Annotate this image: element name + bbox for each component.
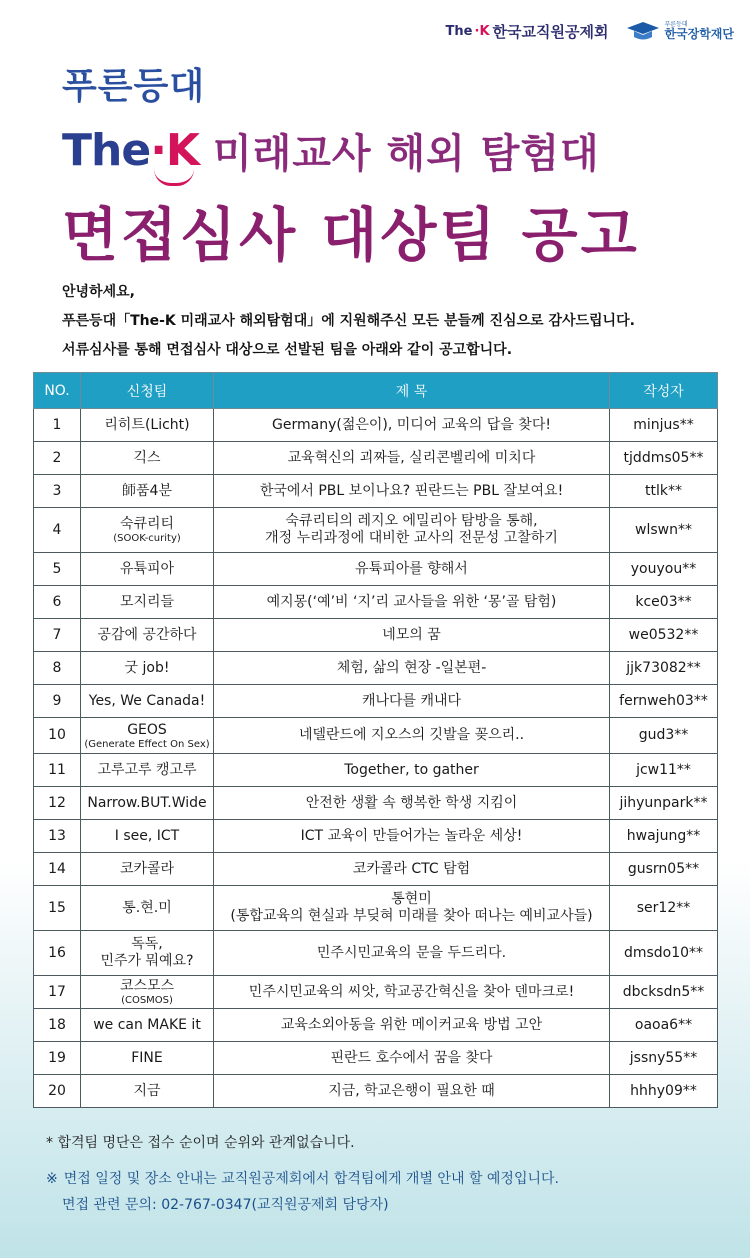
cell-no-text: 1 bbox=[52, 416, 62, 433]
cell-no bbox=[34, 652, 81, 685]
cell-no-text: 7 bbox=[52, 626, 62, 643]
cell-title bbox=[214, 508, 610, 553]
cell-title-text: ICT 교육이 만들어가는 놀라운 세상! bbox=[300, 827, 523, 844]
cell-no-text: 10 bbox=[48, 727, 66, 743]
cell-author-text: oaoa6** bbox=[634, 1016, 693, 1033]
cell-title-text: 한국에서 PBL 보이나요? 핀란드는 PBL 잘보여요! bbox=[259, 482, 564, 499]
cell-no-text: 17 bbox=[48, 983, 66, 1000]
team-table bbox=[33, 372, 718, 1108]
brand-k: K bbox=[165, 125, 200, 176]
cell-title-text: 네델란드에 지오스의 깃발을 꽂으리.. bbox=[298, 727, 525, 743]
cell-no bbox=[34, 853, 81, 886]
title-line2 bbox=[62, 122, 600, 179]
cell-author-text: tjddms05** bbox=[623, 449, 704, 466]
cell-author bbox=[610, 820, 718, 853]
table-row bbox=[34, 976, 718, 1009]
cell-team-text: we can MAKE it bbox=[93, 1016, 201, 1033]
cell-title bbox=[214, 931, 610, 976]
cell-team-text: I see, ICT bbox=[114, 827, 180, 844]
the-k-logo bbox=[446, 21, 609, 42]
cell-team bbox=[81, 652, 214, 685]
cell-author bbox=[610, 586, 718, 619]
cell-team bbox=[81, 718, 214, 754]
note-order: * 합격팀 명단은 접수 순이며 순위와 관계없습니다. bbox=[46, 1135, 355, 1151]
cell-author-text: we0532** bbox=[628, 626, 699, 643]
cell-team-subtext: (COSMOS) bbox=[121, 995, 173, 1006]
cell-author-text: minjus** bbox=[633, 416, 694, 433]
cell-team bbox=[81, 1075, 214, 1108]
header-title: 제 목 bbox=[214, 373, 610, 409]
cell-author-text: gud3** bbox=[638, 727, 689, 743]
table-row bbox=[34, 1042, 718, 1075]
cell-title-text: 체험, 삶의 현장 -일본편- bbox=[336, 659, 487, 676]
cell-title bbox=[214, 652, 610, 685]
cell-team bbox=[81, 685, 214, 718]
cell-title bbox=[214, 553, 610, 586]
cell-team bbox=[81, 553, 214, 586]
note-interview-text: 면접 일정 및 장소 안내는 교직원공제회에서 합격팀에게 개별 안내 할 예정입니다. bbox=[63, 1171, 559, 1187]
table-row bbox=[34, 475, 718, 508]
cell-team-text: 모지리들 bbox=[119, 593, 175, 610]
cell-no bbox=[34, 886, 81, 931]
brand-dot: · bbox=[150, 125, 166, 176]
cell-title bbox=[214, 619, 610, 652]
cell-no bbox=[34, 685, 81, 718]
note-contact: 면접 관련 문의: 02-767-0347(교직원공제회 담당자) bbox=[62, 1197, 389, 1213]
cell-title bbox=[214, 475, 610, 508]
cell-team-text: 통.현.미 bbox=[122, 899, 172, 916]
cell-title bbox=[214, 853, 610, 886]
cell-title-text: 통현미 bbox=[391, 891, 432, 907]
cell-title bbox=[214, 442, 610, 475]
cell-title-subtext: 개정 누리과정에 대비한 교사의 전문성 고찰하기 bbox=[265, 530, 558, 546]
cell-author-text: dmsdo10** bbox=[623, 944, 704, 961]
title-line2-text: 미래교사 해외 탐험대 bbox=[213, 131, 600, 177]
cell-no-text: 11 bbox=[48, 761, 66, 778]
cell-no-text: 12 bbox=[48, 794, 66, 811]
cell-title-text: 캐나다를 캐내다 bbox=[361, 692, 462, 709]
kosaf-logo bbox=[626, 20, 734, 42]
cell-no bbox=[34, 1042, 81, 1075]
cell-title-text: 교육소외아동을 위한 메이커교육 방법 고안 bbox=[280, 1016, 543, 1033]
cell-no-text: 6 bbox=[52, 593, 62, 610]
cell-no-text: 18 bbox=[48, 1016, 66, 1033]
header-author: 작성자 bbox=[610, 373, 718, 409]
cell-team bbox=[81, 475, 214, 508]
table-row bbox=[34, 820, 718, 853]
cell-author-text: jcw11** bbox=[636, 761, 691, 778]
cell-team bbox=[81, 787, 214, 820]
cell-author-text: gusrn05** bbox=[627, 860, 700, 877]
cell-author-text: wlswn** bbox=[635, 521, 692, 538]
cell-title bbox=[214, 754, 610, 787]
cell-title bbox=[214, 586, 610, 619]
cell-team bbox=[81, 754, 214, 787]
cell-no-text: 5 bbox=[52, 560, 62, 577]
page-title: 면접심사 대상팀 공고 bbox=[62, 201, 640, 269]
cell-team-text: 코카콜라 bbox=[119, 860, 175, 877]
cell-team-text: Yes, We Canada! bbox=[88, 692, 206, 709]
cell-no bbox=[34, 442, 81, 475]
intro-line3: 서류심사를 통해 면접심사 대상으로 선발된 팀을 아래와 같이 공고합니다. bbox=[62, 342, 513, 358]
cell-author bbox=[610, 442, 718, 475]
cell-title-text: 민주시민교육의 씨앗, 학교공간혁신을 찾아 덴마크로! bbox=[248, 983, 575, 1000]
cell-no-text: 8 bbox=[52, 659, 62, 676]
kosaf-name: 한국장학재단 bbox=[664, 27, 734, 41]
brand-the: The bbox=[62, 125, 151, 176]
cell-no-text: 3 bbox=[52, 482, 62, 499]
cell-team bbox=[81, 619, 214, 652]
cell-team-text: 師품4분 bbox=[122, 482, 172, 499]
cell-author bbox=[610, 508, 718, 553]
intro-text bbox=[62, 278, 635, 365]
logo-k-the: The bbox=[445, 23, 473, 39]
cell-team-subtext: (Generate Effect On Sex) bbox=[84, 738, 210, 750]
cell-title-text: Together, to gather bbox=[344, 761, 479, 778]
cell-title-subtext: (통합교육의 현실과 부딪혀 미래를 찾아 떠나는 예비교사들) bbox=[230, 908, 593, 924]
kosaf-small-label: 푸른등대 bbox=[664, 21, 688, 28]
cell-no-text: 16 bbox=[48, 944, 66, 961]
table-row bbox=[34, 787, 718, 820]
cell-no bbox=[34, 931, 81, 976]
cell-title-text: 안전한 생활 속 행복한 학생 지킴이 bbox=[305, 794, 518, 811]
cell-title bbox=[214, 1009, 610, 1042]
cell-team-text: Narrow.BUT.Wide bbox=[87, 794, 207, 811]
cell-author-text: fernweh03** bbox=[619, 692, 708, 709]
cell-title-text: 숙큐리티의 레지오 에밀리아 탐방을 통해, bbox=[285, 513, 538, 529]
cell-author-text: hwajung** bbox=[626, 827, 701, 844]
table-row bbox=[34, 685, 718, 718]
cell-title-text: 민주시민교육의 문을 두드리다. bbox=[316, 944, 507, 961]
cell-title-text: Germany(젊은이), 미디어 교육의 답을 찾다! bbox=[272, 416, 551, 433]
cell-no bbox=[34, 553, 81, 586]
cell-no bbox=[34, 475, 81, 508]
table-row bbox=[34, 586, 718, 619]
cell-team-subtext: (SOOK-curity) bbox=[113, 533, 181, 544]
cell-author-text: jihyunpark** bbox=[619, 794, 708, 811]
intro-greeting: 안녕하세요, bbox=[62, 284, 135, 300]
cell-team-text: 유튝피아 bbox=[119, 560, 175, 577]
cell-title bbox=[214, 886, 610, 931]
cell-team bbox=[81, 442, 214, 475]
note-interview bbox=[46, 1166, 559, 1218]
cell-team bbox=[81, 586, 214, 619]
table-row bbox=[34, 886, 718, 931]
cell-author-text: jssny55** bbox=[629, 1049, 698, 1066]
cell-no bbox=[34, 787, 81, 820]
table-row bbox=[34, 442, 718, 475]
cell-team-text: 지금 bbox=[133, 1082, 161, 1099]
cell-team-text: 숙큐리티 bbox=[119, 516, 175, 532]
cell-team bbox=[81, 820, 214, 853]
cell-title bbox=[214, 976, 610, 1009]
cell-team-subtext: 민주가 뭐예요? bbox=[100, 953, 194, 969]
cell-team-text: 긱스 bbox=[133, 449, 161, 466]
table-row bbox=[34, 1009, 718, 1042]
cell-no bbox=[34, 586, 81, 619]
table-row bbox=[34, 1075, 718, 1108]
cell-no-text: 14 bbox=[48, 860, 66, 877]
cell-author bbox=[610, 718, 718, 754]
cell-author bbox=[610, 886, 718, 931]
cell-no bbox=[34, 754, 81, 787]
table-row bbox=[34, 553, 718, 586]
cell-title-text: 핀란드 호수에서 꿈을 찾다 bbox=[330, 1049, 493, 1066]
cell-title-text: 지금, 학교은행이 필요한 때 bbox=[328, 1082, 495, 1099]
cell-author-text: hhhy09** bbox=[630, 1082, 697, 1099]
cell-team bbox=[81, 931, 214, 976]
cell-no bbox=[34, 718, 81, 754]
cell-author bbox=[610, 553, 718, 586]
cell-no-text: 9 bbox=[52, 692, 62, 709]
cell-author-text: youyou** bbox=[630, 560, 697, 577]
cell-author bbox=[610, 475, 718, 508]
cell-team bbox=[81, 976, 214, 1009]
header-no: NO. bbox=[34, 373, 81, 409]
cell-author bbox=[610, 685, 718, 718]
cell-title-text: 예지몽(‘예’비 ‘지’리 교사들을 위한 ‘몽’골 탐험) bbox=[266, 593, 557, 610]
cell-no bbox=[34, 1075, 81, 1108]
logo-k-k: ·K bbox=[474, 23, 490, 39]
the-k-brand bbox=[62, 125, 199, 176]
cell-no bbox=[34, 508, 81, 553]
cell-team bbox=[81, 508, 214, 553]
table-row bbox=[34, 931, 718, 976]
title-line1: 푸른등대 bbox=[62, 66, 206, 107]
note-mark: ※ bbox=[46, 1171, 58, 1187]
cell-author-text: kce03** bbox=[635, 593, 692, 610]
cell-title-text: 코카콜라 CTC 탐험 bbox=[352, 860, 471, 877]
cell-team-text: GEOS bbox=[127, 721, 167, 738]
cell-author bbox=[610, 754, 718, 787]
smile-icon bbox=[154, 169, 194, 186]
cell-no bbox=[34, 409, 81, 442]
table-row bbox=[34, 508, 718, 553]
cell-author bbox=[610, 931, 718, 976]
cell-title-text: 네모의 꿈 bbox=[382, 626, 441, 643]
header-team: 신청팀 bbox=[81, 373, 214, 409]
table-row bbox=[34, 619, 718, 652]
cell-author-text: ttlk** bbox=[645, 482, 682, 499]
cell-no-text: 20 bbox=[48, 1082, 66, 1099]
cell-team bbox=[81, 1042, 214, 1075]
cell-team-text: 공감에 공간하다 bbox=[97, 626, 197, 643]
cell-team-text: 고루고루 캥고루 bbox=[97, 761, 197, 778]
cell-title bbox=[214, 685, 610, 718]
cell-title-text: 교육혁신의 괴짜들, 실리콘벨리에 미치다 bbox=[287, 449, 536, 466]
header-logos bbox=[446, 20, 734, 42]
cell-team bbox=[81, 853, 214, 886]
cell-author-text: dbcksdn5** bbox=[622, 983, 705, 1000]
cell-author bbox=[610, 409, 718, 442]
cell-author bbox=[610, 1075, 718, 1108]
cell-author bbox=[610, 787, 718, 820]
table-row bbox=[34, 652, 718, 685]
cell-no bbox=[34, 820, 81, 853]
table-row bbox=[34, 718, 718, 754]
cell-author-text: jjk73082** bbox=[626, 659, 701, 676]
intro-line2: 푸른등대「The-K 미래교사 해외탐험대」에 지원해주신 모든 분들께 진심으로 감사드립니다. bbox=[62, 313, 635, 329]
cell-author bbox=[610, 853, 718, 886]
cell-title bbox=[214, 409, 610, 442]
cell-no-text: 4 bbox=[52, 521, 62, 538]
cell-title bbox=[214, 820, 610, 853]
cell-author bbox=[610, 652, 718, 685]
cell-team bbox=[81, 1009, 214, 1042]
cell-team bbox=[81, 886, 214, 931]
cell-title bbox=[214, 718, 610, 754]
cell-team-text: 리히트(Licht) bbox=[104, 416, 190, 433]
cell-title bbox=[214, 787, 610, 820]
cell-no bbox=[34, 619, 81, 652]
cell-title bbox=[214, 1075, 610, 1108]
table-row bbox=[34, 409, 718, 442]
cell-no-text: 13 bbox=[48, 827, 66, 844]
cell-team bbox=[81, 409, 214, 442]
table-row bbox=[34, 853, 718, 886]
cell-team-text: 코스모스 bbox=[119, 978, 175, 994]
cell-author bbox=[610, 1042, 718, 1075]
cell-no bbox=[34, 1009, 81, 1042]
table-header-row bbox=[34, 373, 718, 409]
cell-title-text: 유튝피아를 향해서 bbox=[355, 560, 468, 577]
cell-team-text: 독독, bbox=[131, 936, 163, 952]
cell-author-text: ser12** bbox=[636, 899, 691, 916]
table-row bbox=[34, 754, 718, 787]
cell-no-text: 15 bbox=[48, 899, 66, 916]
cell-no-text: 2 bbox=[52, 449, 62, 466]
cell-author bbox=[610, 976, 718, 1009]
cell-team-text: FINE bbox=[131, 1049, 163, 1066]
cell-team-text: 굿 job! bbox=[124, 659, 170, 676]
cell-no bbox=[34, 976, 81, 1009]
cell-title bbox=[214, 1042, 610, 1075]
logo-k-name: 한국교직원공제회 bbox=[492, 22, 609, 41]
graduation-cap-icon bbox=[626, 20, 660, 42]
cell-author bbox=[610, 1009, 718, 1042]
cell-no-text: 19 bbox=[48, 1049, 66, 1066]
cell-author bbox=[610, 619, 718, 652]
